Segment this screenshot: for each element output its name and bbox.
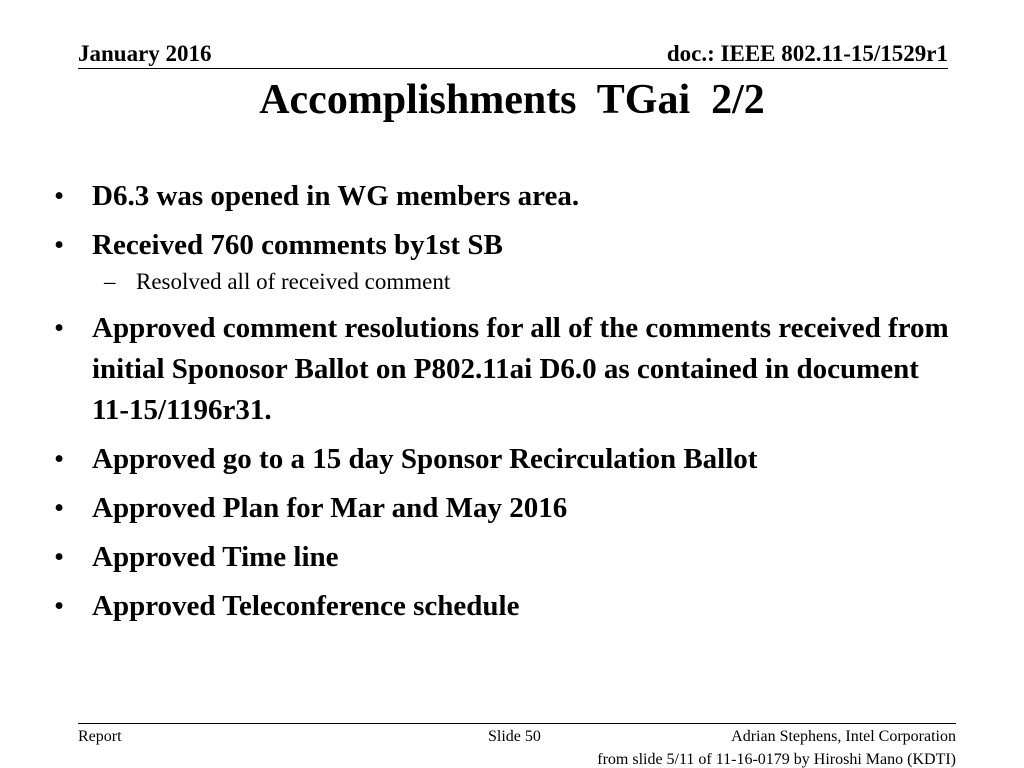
bullet-dot: • (54, 180, 65, 212)
bullet-text: Approved Time line (92, 541, 339, 573)
bullet-text: Approved go to a 15 day Sponsor Recirculation Ballot (92, 443, 758, 475)
sub-bullet-dash: – (104, 269, 116, 294)
slide-title: Accomplishments TGai 2/2 (259, 77, 765, 123)
bullet-dot: • (54, 492, 65, 524)
footer-source-note: from slide 5/11 of 11-16-0179 by Hiroshi Mano (KDTI) (597, 751, 956, 768)
bullet-dot: • (54, 443, 65, 475)
sub-bullet-item (50, 268, 970, 296)
bullet-item (50, 537, 970, 578)
bullet-item (50, 176, 970, 217)
footer-report-label: Report (78, 728, 122, 745)
bullet-item (50, 586, 970, 627)
header-divider (78, 68, 948, 69)
bullet-dot: • (54, 312, 65, 344)
bullet-dot: • (54, 541, 65, 573)
bullet-dot: • (54, 229, 65, 261)
header-doc-id: doc.: IEEE 802.11-15/1529r1 (666, 41, 948, 66)
bullet-item (50, 488, 970, 529)
footer-divider (78, 723, 956, 724)
bullet-text: Approved comment resolutions for all of the comments received from initial Sponosor Ballot on P802.11ai D6.0 as contained in document 11-15/1196r31. (92, 312, 956, 426)
bullet-text: Received 760 comments by1st SB (92, 229, 503, 261)
footer-author: Adrian Stephens, Intel Corporation (731, 728, 956, 745)
bullet-text: Approved Teleconference schedule (92, 590, 520, 622)
bullet-text: D6.3 was opened in WG members area. (92, 180, 580, 212)
header-date: January 2016 (78, 41, 212, 66)
bullet-item (50, 225, 970, 266)
bullet-item (50, 439, 970, 480)
sub-bullet-text: Resolved all of received comment (136, 269, 451, 294)
bullet-dot: • (54, 590, 65, 622)
bullet-list (50, 176, 970, 635)
bullet-item (50, 308, 970, 431)
footer-slide-number: Slide 50 (488, 728, 541, 745)
bullet-text: Approved Plan for Mar and May 2016 (92, 492, 568, 524)
